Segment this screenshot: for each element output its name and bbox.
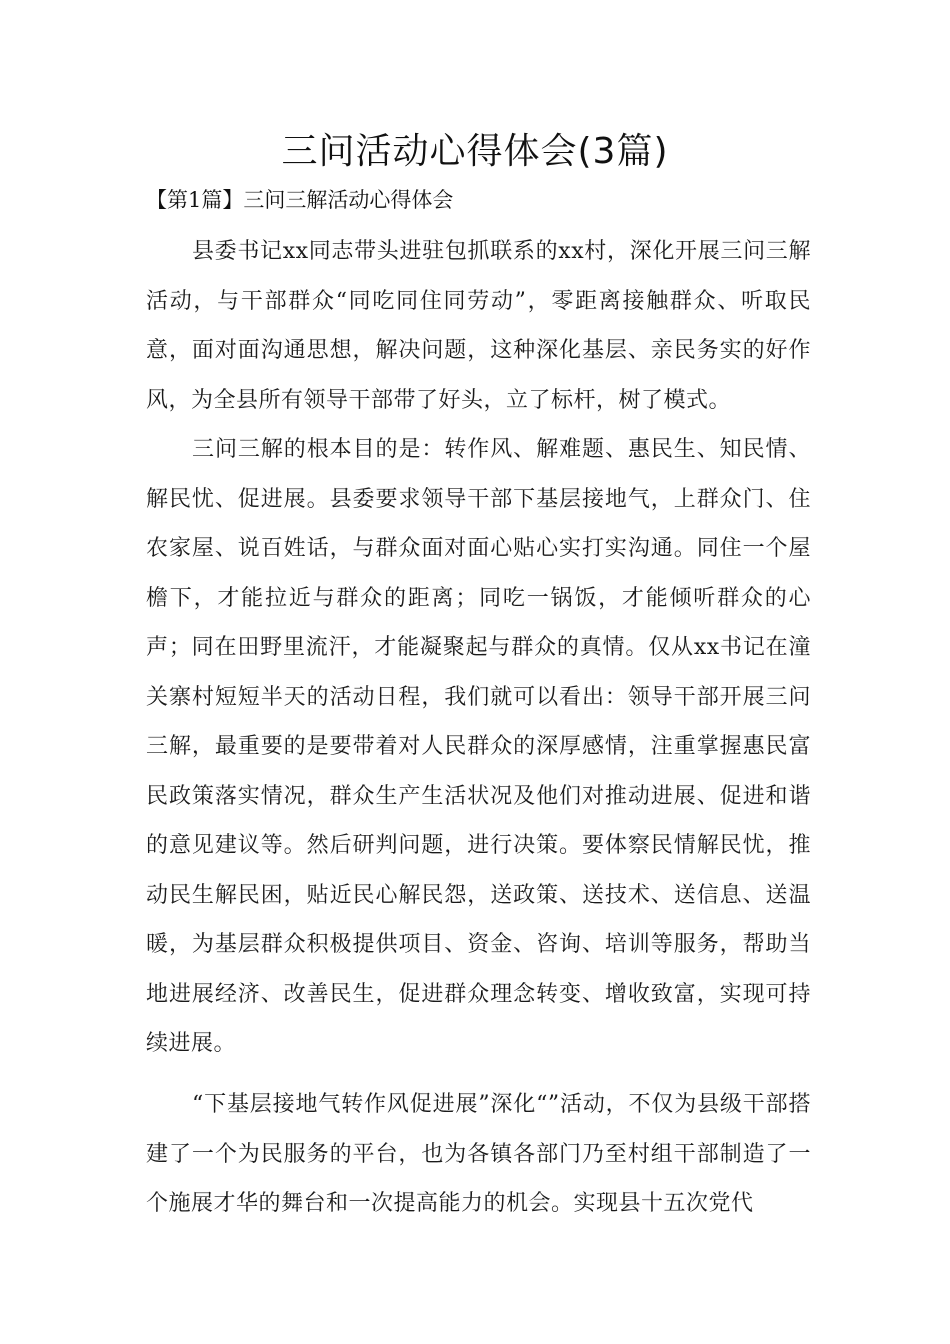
document-title: 三问活动心得体会(3篇) (281, 131, 669, 172)
section-heading: 【第1篇】三问三解活动心得体会 (146, 188, 454, 212)
body-paragraph: “下基层接地气转作风促进展”深化“”活动，不仅为县级干部搭建了一个为民服务的平台，也为各镇各部门乃至村组干部制造了一个施展才华的舞台和一次提高能力的机会。实现县十五次党代 (146, 1092, 811, 1216)
body-paragraph: 三问三解的根本目的是：转作风、解难题、惠民生、知民情、解民忧、促进展。县委要求领导干部下基层接地气，上群众门、住农家屋、说百姓话，与群众面对面心贴心实打实沟通。同住一个屋檐下，才能拉近与群众的距离；同吃一锅饭，才能倾听群众的心声；同在田野里流汗，才能凝聚起与群众的真情。仅从xx书记在潼关寨村短短半天的活动日程，我们就可以看出：领导干部开展三问三解，最重要的是要带着对人民群众的深厚感情，注重掌握惠民富民政策落实情况，群众生产生活状况及他们对推动进展、促进和谐的意见建议等。然后研判问题，进行决策。要体察民情解民忧，推动民生解民困，贴近民心解民怨，送政策、送技术、送信息、送温暖，为基层群众积极提供项目、资金、咨询、培训等服务，帮助当地进展经济、改善民生，促进群众理念转变、增收致富，实现可持续进展。 (146, 437, 811, 1056)
body-paragraph: 县委书记xx同志带头进驻包抓联系的xx村，深化开展三问三解活动，与干部群众“同吃同住同劳动”，零距离接触群众、听取民意，面对面沟通思想，解决问题，这种深化基层、亲民务实的好作风，为全县所有领导干部带了好头，立了标杆，树了模式。 (146, 239, 811, 413)
